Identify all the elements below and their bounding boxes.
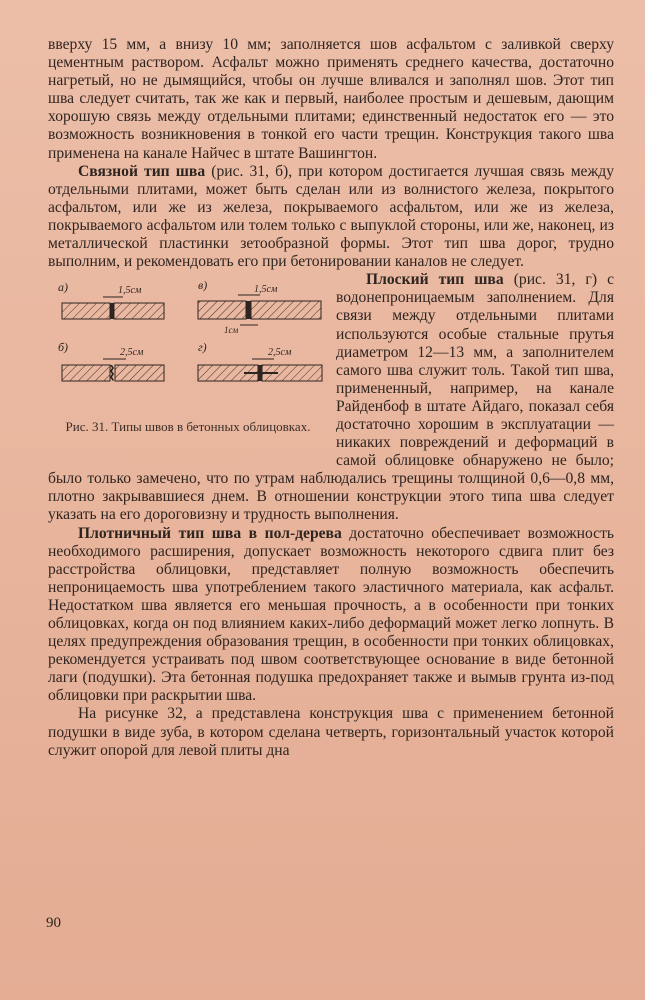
label-b: б) — [58, 340, 69, 355]
slab-a-right — [114, 303, 164, 319]
paragraph-4: Плотничный тип шва в пол-дерева достаточно обеспечивает возможность необходимого расширения, допускает возможность некоторого сдвига плит без расстройства облицовки, представляет полную возможность обеспечить непроницаемость шва употреблением такого эластичного материала, как асфальт. Недостатком шва является его меньшая прочность, а в особенности при тонких облицовках, когда он под влиянием каких-либо деформаций может легко лопнуть. В целях предупреждения образования трещин, в особенности при тонких облицовках, рекомендуется устраивать под швом соответствующее основание в виде бетонной лаги (подушки). Эта бетонная подушка предохраняет также и вымыв грунта из-под облицовки при раскрытии шва. — [48, 524, 614, 705]
dim-a: 1,5см — [118, 285, 142, 297]
body-text — [48, 36, 614, 760]
joint-a — [110, 303, 114, 319]
slab-v-left — [198, 301, 246, 319]
label-v: в) — [198, 278, 208, 293]
figure-31 — [48, 275, 328, 461]
slab-a-left — [62, 303, 110, 319]
term-linked-joint: Связной тип шва — [78, 162, 206, 180]
slab-b-left — [62, 365, 110, 381]
paragraph-2: Связной тип шва (рис. 31, б), при котором достигается лучшая связь между отдельными плитами, может быть сделан или из волнистого железа, покрытого асфальтом, или же из железа, покрываемого асфальтом, или же из железа, покрываемого асфальтом или толем только с выпуклой стороны, или же, наконец, из металлической пластинки зетообразной формы. Этот тип шва дорог, трудно выполним, и рекомендовать его при бетонировании каналов не следует. — [48, 162, 614, 271]
slab-b-right — [115, 365, 164, 381]
term-flat-joint: Плоский тип шва — [366, 271, 504, 289]
joint-diagrams — [48, 275, 328, 415]
paragraph-5: На рисунке 32, а представлена конструкция шва с применением бетонной подушки в виде зуба, в котором сделана четверть, горизонтальный участок которой служит опорой для левой плиты дна — [48, 705, 614, 759]
figure-caption: Рис. 31. Типы швов в бетонных облицовках. — [65, 419, 311, 435]
term-carpentry-joint: Плотничный тип шва в пол-дерева — [78, 524, 342, 542]
dim-g: 2,5см — [268, 347, 292, 359]
paragraph-3: Плоский тип шва (рис. 31, г) с водонепроницаемым заполнением. Для связи между отдельными плитами используются особые стальные прутья диаметром 12—13 мм, а заполнителем самого шва служит толь. Такой тип шва, примененный, например, на канале Райденбоф в штате Айдаго, показал себя достаточно хорошим в эксплуатации — никаких повреждений и деформаций в самой облицовке обнаружено не было; было только замечено, что по утрам наблюдались трещины толщиной 0,6—0,8 мм, плотно закрывавшиеся днем. В отношении конструкции этого типа шва следует указать на его дороговизну и трудность выполнения. — [48, 271, 614, 524]
joint-v — [246, 301, 251, 319]
dim-b: 2,5см — [120, 347, 144, 359]
label-a: а) — [58, 280, 68, 295]
dim-v-small: 1см — [224, 325, 239, 336]
label-g: г) — [198, 340, 207, 355]
page-number: 90 — [46, 915, 61, 931]
paragraph-1: вверху 15 мм, а внизу 10 мм; заполняется шов асфальтом с заливкой сверху цементным раствором. Асфальт можно применять среднего качества, достаточно нагретый, но не дымящийся, чтобы он лучше вливался и заполнял шов. Этот тип шва следует считать, так же как и первый, наиболее простым и дешевым, дающим хорошую связь между отдельными плитами; единственный недостаток его — это возможность возникновения в тонкой его части трещин. Конструкция такого шва применена на канале Найчес в штате Вашингтон. — [48, 36, 614, 162]
slab-v-right — [251, 301, 321, 319]
dim-v: 1,5см — [254, 284, 278, 296]
joint-b — [110, 365, 114, 381]
